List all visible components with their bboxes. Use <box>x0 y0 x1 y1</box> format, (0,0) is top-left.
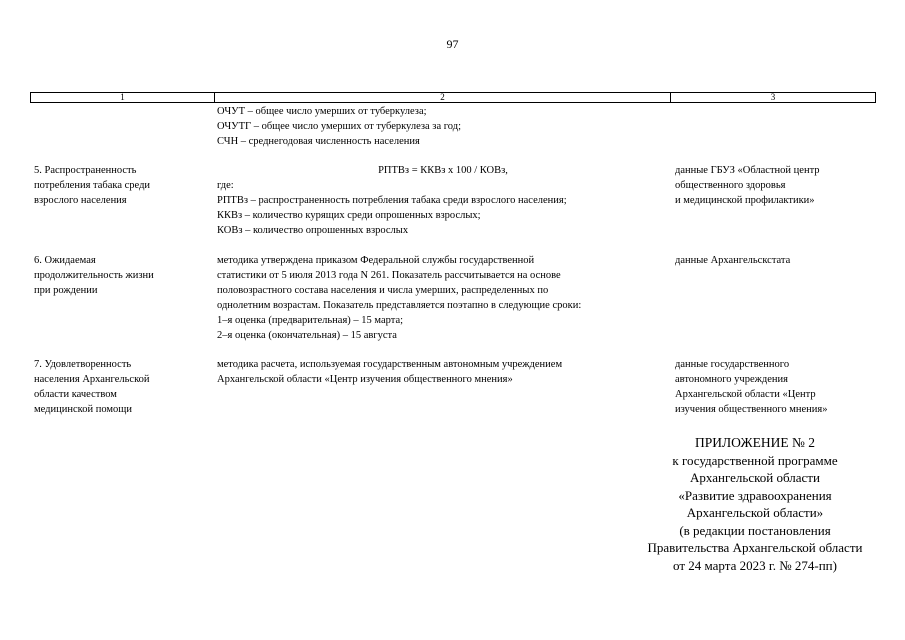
description-line: где: <box>217 180 234 191</box>
source-line: и медицинской профилактики» <box>675 195 815 206</box>
indicator-name <box>34 163 214 208</box>
description-line: ККВз – количество курящих среди опрошенных взрослых; <box>217 210 481 221</box>
indicator-name-line: 7. Удовлетворенность <box>34 359 132 370</box>
source-line: данные Архангельскстата <box>675 255 791 266</box>
indicator-source <box>675 163 885 208</box>
description-line: РПТВз – распространенность потребления табака среди взрослого населения; <box>217 195 567 206</box>
description-line: 2–я оценка (окончательная) – 15 августа <box>217 330 397 341</box>
source-line: общественного здоровья <box>675 180 786 191</box>
indicator-methodology <box>217 357 669 387</box>
indicator-name-line: 5. Распространенность <box>34 165 137 176</box>
indicator-source <box>675 357 885 417</box>
appendix-title: ПРИЛОЖЕНИЕ № 2 <box>694 435 816 450</box>
indicator-name-line: 6. Ожидаемая <box>34 255 96 266</box>
indicator-name-line: взрослого населения <box>34 195 127 206</box>
table-header-col-3: 3 <box>770 92 776 102</box>
indicator-methodology <box>217 163 669 238</box>
indicator-name-line: продолжительность жизни <box>34 270 154 281</box>
indicator-methodology <box>217 253 669 343</box>
indicator-name <box>34 253 214 298</box>
appendix-line: «Развитие здравоохранения <box>678 487 832 503</box>
appendix-line: Правительства Архангельской области <box>647 540 863 555</box>
formula: РПТВз = ККВз х 100 / КОВз, <box>378 165 508 176</box>
description-line: СЧН – среднегодовая численность населения <box>217 136 420 147</box>
appendix-line: к государственной программе <box>672 452 838 468</box>
description-line: 1–я оценка (предварительная) – 15 марта; <box>217 315 404 326</box>
source-line: данные ГБУЗ «Областной центр <box>675 165 820 176</box>
appendix-line: Архангельской области <box>690 470 820 485</box>
description-line: ОЧУТ – общее число умерших от туберкулеза; <box>217 106 427 117</box>
appendix-line: (в редакции постановления <box>679 522 831 538</box>
indicator-name <box>34 357 214 417</box>
indicator-name-line: области качеством <box>34 389 117 400</box>
table-header-col-1: 1 <box>31 93 215 102</box>
source-line: изучения общественного мнения» <box>675 404 828 415</box>
table-header-col-2: 2 <box>215 93 671 102</box>
indicator-name-line: медицинской помощи <box>34 404 132 415</box>
continuation-description <box>217 104 669 149</box>
appendix-heading <box>605 434 905 574</box>
appendix-line: Архангельской области» <box>686 505 824 520</box>
indicator-name-line: населения Архангельской <box>34 374 150 385</box>
description-line: статистики от 5 июля 2013 года N 261. Показатель рассчитывается на основе <box>217 270 561 281</box>
indicator-name-line: потребления табака среди <box>34 180 151 191</box>
indicator-source <box>675 253 885 268</box>
source-line: данные государственного <box>675 359 790 370</box>
description-line: однолетним возрастам. Показатель представляется поэтапно в следующие сроки: <box>217 300 582 311</box>
description-line: методика утверждена приказом Федеральной службы государственной <box>217 255 535 266</box>
page-number: 97 <box>446 37 459 51</box>
description-line: ОЧУТГ – общее число умерших от туберкулеза за год; <box>217 121 461 132</box>
source-line: автономного учреждения <box>675 374 788 385</box>
description-line: методика расчета, используемая государственным автономным учреждением <box>217 359 563 370</box>
description-line: Архангельской области «Центр изучения общественного мнения» <box>217 374 513 385</box>
appendix-line: от 24 марта 2023 г. № 274-пп) <box>673 557 837 573</box>
table-header-row <box>30 92 876 103</box>
description-line: КОВз – количество опрошенных взрослых <box>217 225 409 236</box>
description-line: половозрастного состава населения и числа умерших, распределенных по <box>217 285 549 296</box>
source-line: Архангельской области «Центр <box>675 389 816 400</box>
indicator-name-line: при рождении <box>34 285 98 296</box>
